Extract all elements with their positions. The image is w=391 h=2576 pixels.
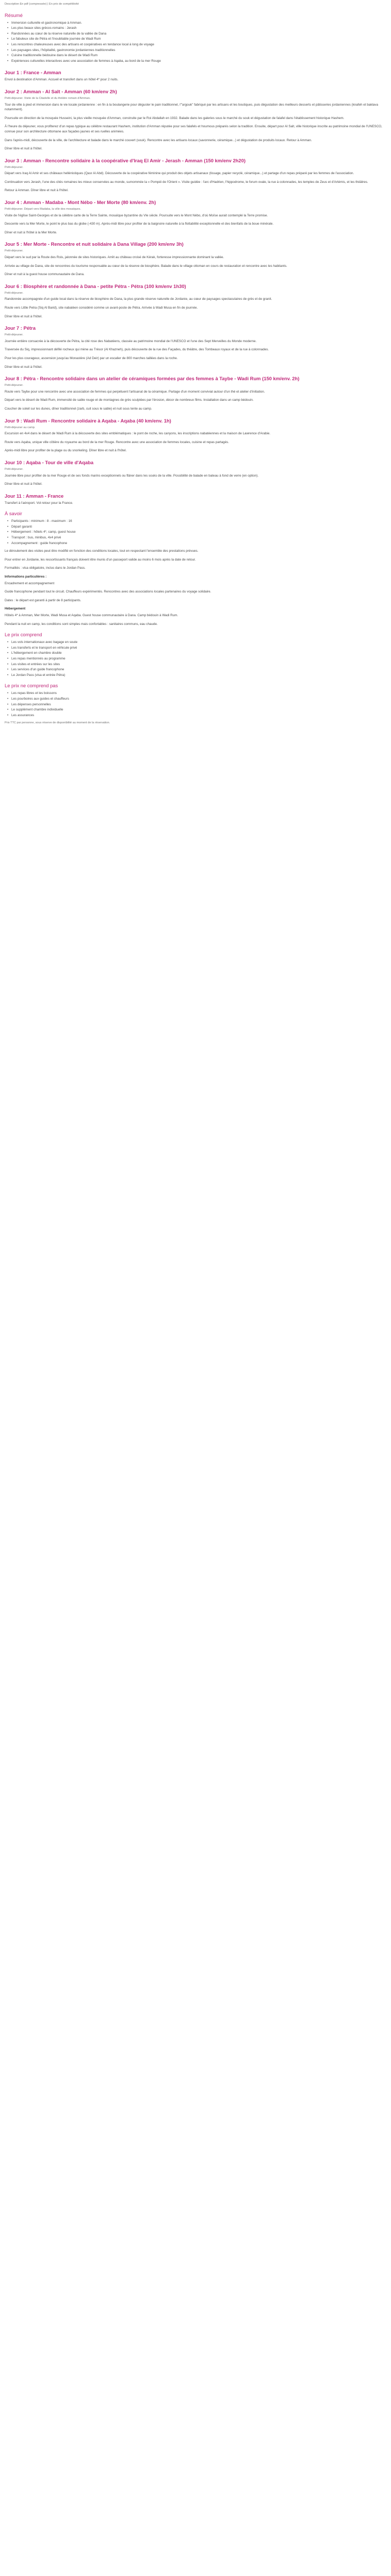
price-excludes-item: • Les repas libres et les boissons bbox=[11, 691, 386, 696]
day-paragraph: Tour de ville à pied et immersion dans le vie locale jordanienne : en fin à la boulangerie pour déguster le pain traditionnel, l'"argouk" fabriqué par les artisans et les boutiques, puis dégustation des meilleurs desserts et pâtisseries jordaniennes (knafeh et baklava notamment). bbox=[5, 103, 378, 112]
avoir-paragraph: Le déroulement des visites peut être modifié en fonction des conditions locales, tout en respectant l'ensemble des prestations prévues. bbox=[5, 549, 199, 553]
day-meta: Petit-déjeuner. bbox=[5, 249, 24, 253]
day-paragraph: Départ vers le sud par la Route des Rois, jalonnée de sites historiques. Arrêt au château croisé de Kérak, forteresse impressionnante dominant la vallée. bbox=[5, 256, 224, 260]
day-paragraph: Transfert à l'aéroport. Vol retour pour la France. bbox=[5, 501, 73, 505]
price-includes-item: • L'hébergement en chambre double bbox=[11, 651, 386, 656]
day-title: Jour 2 : Amman - Al Salt - Amman (60 km/env 2h) bbox=[5, 88, 117, 94]
price-includes-item: • Les vols internationaux avec bagage en soute bbox=[11, 640, 386, 645]
day-paragraph: Visite de l'église Saint-Georges et de la célèbre carte de la Terre Sainte, mosaïque byzantine du VIe siècle. Poursuite vers le Mont Nébo, d'où Moïse aurait contemplé la Terre promise. bbox=[5, 213, 268, 217]
day-paragraph: Dîner libre et nuit à l'hôtel. bbox=[5, 482, 42, 486]
day-paragraph: Dîner libre et nuit à l'hôtel. bbox=[5, 365, 42, 369]
day-title: Jour 4 : Amman - Madaba - Mont Nébo - Mer Morte (80 km/env. 2h) bbox=[5, 199, 156, 206]
day-block bbox=[5, 325, 386, 369]
day-paragraph: Dîner libre et nuit à l'hôtel. bbox=[5, 314, 42, 318]
day-paragraph: Départ vers Iraq Al Amir et ses châteaux hellénistiques (Qasr Al Abd). Découverte de la coopérative féminine qui produit des objets artisanaux (tissage, papier recyclé, céramique...) et partage d'un repas préparé par les femmes de l'association. bbox=[5, 172, 354, 176]
price-includes-item: • Les transferts et le transport en véhicule privé bbox=[11, 646, 386, 651]
day-block bbox=[5, 70, 386, 82]
day-block bbox=[5, 89, 386, 151]
day-title: Jour 11 : Amman - France bbox=[5, 493, 64, 499]
price-excludes-item: • Les pourboires aux guides et chauffeurs bbox=[11, 697, 386, 702]
avoir-paragraph: Pour entrer en Jordanie, les ressortissants français doivent être munis d'un passeport valide au moins 6 mois après la date de retour. bbox=[5, 557, 196, 562]
price-excludes-item: • Les dépenses personnelles bbox=[11, 702, 386, 707]
summary-item: • Les paysages sites, l'hôpitalité, gastronomie jordaniennes traditionnelles bbox=[11, 48, 386, 53]
day-meta: Petit-déjeuner. bbox=[5, 165, 24, 169]
day-paragraph: Route vers Aqaba, unique ville côtière du royaume au bord de la mer Rouge. Rencontre avec une association de femmes locales, cuisine et repas partagés. bbox=[5, 440, 230, 444]
program-document bbox=[0, 0, 391, 726]
day-title: Jour 5 : Mer Morte - Rencontre et nuit solidaire à Dana Village (200 km/env 3h) bbox=[5, 241, 184, 247]
price-excludes-item: • Le supplément chambre individuelle bbox=[11, 707, 386, 713]
day-paragraph: Dîner et nuit à l'hôtel à la Mer Morte. bbox=[5, 230, 57, 234]
avoir-list bbox=[5, 519, 386, 546]
day-title: Jour 9 : Wadi Rum - Rencontre solidaire à Aqaba - Aqaba (40 km/env. 1h) bbox=[5, 417, 171, 423]
day-block bbox=[5, 376, 386, 411]
day-paragraph: Pour les plus courageux, ascension jusqu'au Monastère (Ad Deir) par un escalier de 800 marches taillées dans la roche. bbox=[5, 356, 178, 360]
infos-title: Informations particulières : bbox=[5, 575, 47, 579]
avoir-title: À savoir bbox=[5, 511, 22, 517]
itinerary-days bbox=[5, 70, 386, 505]
summary-item: • Le fabuleux site de Pétra et l'inoubliable journée de Wadi Rum bbox=[11, 37, 386, 42]
day-paragraph: Continuation vers Jerash, l'une des cités romaines les mieux conservées au monde, surnommée la « Pompéi de l'Orient ». Visite guidée : l'arc d'Hadrien, l'hippodrome, le forum ovale, la rue à colonnades, les temples de Zeus et d'Artémis, et les théâtres. bbox=[5, 180, 368, 184]
footer-note: Prix TTC par personne, sous réserve de disponibilité au moment de la réservation. bbox=[5, 721, 110, 725]
price-includes-item: • Les services d'un guide francophone bbox=[11, 667, 386, 672]
infos-paragraph: Encadrement et accompagnement bbox=[5, 581, 55, 585]
day-title: Jour 3 : Amman - Rencontre solidaire à la coopérative d'Iraq El Amir - Jerash - Amman (150 km/env 2h20) bbox=[5, 157, 246, 163]
summary-item: • Cuisine traditionnelle bédouine dans le désert de Wadi Rum bbox=[11, 53, 386, 58]
day-meta: Petit-déjeuner. bbox=[5, 467, 24, 471]
day-title: Jour 7 : Pétra bbox=[5, 325, 36, 331]
day-paragraph: Coucher de soleil sur les dunes, dîner traditionnel (zarb, cuit sous le sable) et nuit sous tente au camp. bbox=[5, 406, 152, 411]
day-block bbox=[5, 493, 386, 506]
day-paragraph: Après-midi libre pour profiter de la plage ou du snorkeling. Dîner libre et nuit à l'hôtel. bbox=[5, 449, 127, 453]
summary-item: • Expériences culturelles interactives avec une association de femmes à Aqaba, au bord de la mer Rouge bbox=[11, 59, 386, 64]
price-excludes-list bbox=[5, 691, 386, 718]
day-meta: Petit-déjeuner. bbox=[5, 333, 24, 337]
avoir-item: • Accompagnement : guide francophone bbox=[11, 541, 386, 546]
day-paragraph: Descente vers la Mer Morte, le point le plus bas du globe (-430 m). Après-midi libre pour profiter de la baignoire naturelle à la flottabilité exceptionnelle et des bienfaits de la boue minérale. bbox=[5, 222, 274, 226]
day-paragraph: Arrivée au village de Dana, site de rencontres du tourisme responsable au cœur de la réserve de biosphère. Balade dans le village ottoman en cours de restauration et rencontre avec les habitants. bbox=[5, 264, 287, 268]
day-block bbox=[5, 241, 386, 277]
day-paragraph: Excursion en 4x4 dans le désert de Wadi Rum à la découverte des sites emblématiques : le pont de roche, les canyons, les inscriptions nabatéennes et la maison de Lawrence d'Arabie. bbox=[5, 432, 271, 436]
day-block bbox=[5, 283, 386, 319]
summary-title: Résumé bbox=[5, 12, 23, 18]
hebergement-title: Hébergement bbox=[5, 607, 26, 611]
hebergement-paragraph: Hôtels 4* à Amman, Mer Morte, Wadi Musa et Aqaba. Guest house communautaire à Dana. Camp bédouin à Wadi Rum. bbox=[5, 614, 178, 617]
avoir-item: • Transport : bus, minibus, 4x4 privé bbox=[11, 535, 386, 540]
hebergement-paragraph: Pendant la nuit en camp, les conditions sont simples mais confortables : sanitaires communs, eau chaude. bbox=[5, 622, 158, 626]
day-meta: Petit-déjeuner au camp. bbox=[5, 426, 36, 429]
day-paragraph: Randonnée accompagnée d'un guide local dans la réserve de biosphère de Dana, la plus grande réserve naturelle de Jordanie, au cœur de paysages spectaculaires de grès et de granit. bbox=[5, 297, 272, 301]
price-excludes-title: Le prix ne comprend pas bbox=[5, 683, 58, 689]
day-title: Jour 10 : Aqaba - Tour de ville d'Aqaba bbox=[5, 459, 94, 465]
day-paragraph: Dans l'après-midi, découverte de la ville, de l'architecture et balade dans le marché couvert (souk). Rencontre avec les artisans locaux (savonnerie, céramique...) et dégustation de produits locaux. Retour à Amman. bbox=[5, 138, 312, 142]
avoir-paragraph: Formalités : visa obligatoire, inclus dans le Jordan Pass. bbox=[5, 566, 86, 570]
day-paragraph: Route vers Taybe pour une rencontre avec une association de femmes qui perpétuent l'artisanat de la céramique. Partage d'un moment convivial autour d'un thé et atelier d'initiation. bbox=[5, 389, 265, 394]
day-block bbox=[5, 199, 386, 235]
avoir-item: • Hébergement : hôtels 4*, camp, guest house bbox=[11, 530, 386, 535]
day-block bbox=[5, 460, 386, 487]
summary-item: • Les plus beaux sites grécos-romains : Jerash bbox=[11, 26, 386, 31]
day-paragraph: Route vers Little Petra (Siq Al Barid), site nabatéen considéré comme un avant-poste de Pétra. Arrivée à Wadi Musa en fin de journée. bbox=[5, 306, 198, 310]
summary-item: • Randonnées au cœur de la réserve naturelle de la vallée de Dana bbox=[11, 31, 386, 37]
day-title: Jour 8 : Pétra - Rencontre solidaire dans un atelier de céramiques formées par des femmes à Taybe - Wadi Rum (150 km/env. 2h) bbox=[5, 376, 300, 382]
day-paragraph: Envol à destination d'Amman. Accueil et transfert dans un hôtel 4* pour 2 nuits. bbox=[5, 78, 119, 82]
day-title: Jour 1 : France - Amman bbox=[5, 70, 61, 76]
infos-paragraph: Guide francophone pendant tout le circuit. Chauffeurs expérimentés. Rencontres avec des associations locales partenaires du voyage solidaire. bbox=[5, 590, 211, 594]
day-paragraph: Retour à Amman. Dîner libre et nuit à l'hôtel. bbox=[5, 189, 69, 193]
day-paragraph: Poursuite en direction de la mosquée Husseini, la plus vieille mosquée d'Amman, construite par le Roi Abdallah en 1932. Balade dans les galeries sous le marché du souk et dégustation de falafel dans l'établissement historique Hashem. bbox=[5, 116, 345, 120]
day-paragraph: À l'heure du déjeuner, vous profiterez d'un repas typique au célèbre restaurant Hashem, institution d'Amman réputée pour ses falafels et houmous préparés selon la tradition. Ensuite, départ pour Al Salt, ville historique inscrite au patrimoine mondial de l'UNESCO, connue pour son architecture ottomane aux façades jaunes et ses ruelles animées. bbox=[5, 125, 382, 133]
header-note: Description En pdf (compressée) | En prix de compétitivité bbox=[5, 3, 79, 6]
summary-item: • Immersion culturelle et gastronomique à Amman. bbox=[11, 21, 386, 26]
day-paragraph: Traversée du Siq, impressionnant défilé rocheux qui mène au Trésor (Al Khazneh), puis découverte de la rue des Façades, du théâtre, des Tombeaux royaux et de la rue à colonnades. bbox=[5, 348, 269, 352]
price-includes-title: Le prix comprend bbox=[5, 632, 42, 638]
day-paragraph: Départ vers le désert de Wadi Rum, immensité de sable rouge et de montagnes de grès sculptées par l'érosion, décor de nombreux films. Installation dans un camp bédouin. bbox=[5, 398, 254, 402]
day-paragraph: Journée libre pour profiter de la mer Rouge et de ses fonds marins exceptionnels ou flâner dans les souks de la ville. Possibilité de balade en bateau à fond de verre (en option). bbox=[5, 473, 259, 478]
day-block bbox=[5, 418, 386, 453]
day-title: Jour 6 : Biosphère et randonnée à Dana - petite Pétra - Pétra (100 km/env 1h30) bbox=[5, 283, 186, 289]
price-includes-list bbox=[5, 640, 386, 677]
day-block bbox=[5, 158, 386, 193]
day-meta: Petit-déjeuner. Visite de la Citadelle et du théâtre romain d'Amman. bbox=[5, 96, 91, 100]
price-excludes-item: • Les assurances bbox=[11, 713, 386, 718]
day-meta: Petit-déjeuner. bbox=[5, 291, 24, 295]
day-meta: Petit-déjeuner. Départ vers Madaba, la ville des mosaïques. bbox=[5, 208, 82, 211]
day-paragraph: Dîner et nuit à la guest house communautaire de Dana. bbox=[5, 273, 85, 277]
day-paragraph: Dîner libre et nuit à l'hôtel. bbox=[5, 147, 42, 151]
summary-item: • Les rencontres chaleureuses avec des artisans et coopératives en tendance local à long de voyage bbox=[11, 42, 386, 47]
price-includes-item: • Les visites et entrées sur les sites bbox=[11, 662, 386, 667]
price-includes-item: • Le Jordan Pass (visa et entrée Pétra) bbox=[11, 673, 386, 678]
price-includes-item: • Les repas mentionnés au programme bbox=[11, 656, 386, 662]
summary-list bbox=[5, 21, 386, 64]
avoir-item: • Participants : minimum : 8 - maximum : 16 bbox=[11, 519, 386, 524]
day-meta: Petit-déjeuner. bbox=[5, 384, 24, 387]
infos-paragraph: Dates : le départ est garanti à partir de 8 participants. bbox=[5, 598, 82, 602]
avoir-item: • Départ garanti bbox=[11, 524, 386, 530]
day-paragraph: Journée entière consacrée à la découverte de Pétra, la cité rose des Nabatéens, classée au patrimoine mondial de l'UNESCO et l'une des Sept Merveilles du Monde moderne. bbox=[5, 339, 257, 343]
